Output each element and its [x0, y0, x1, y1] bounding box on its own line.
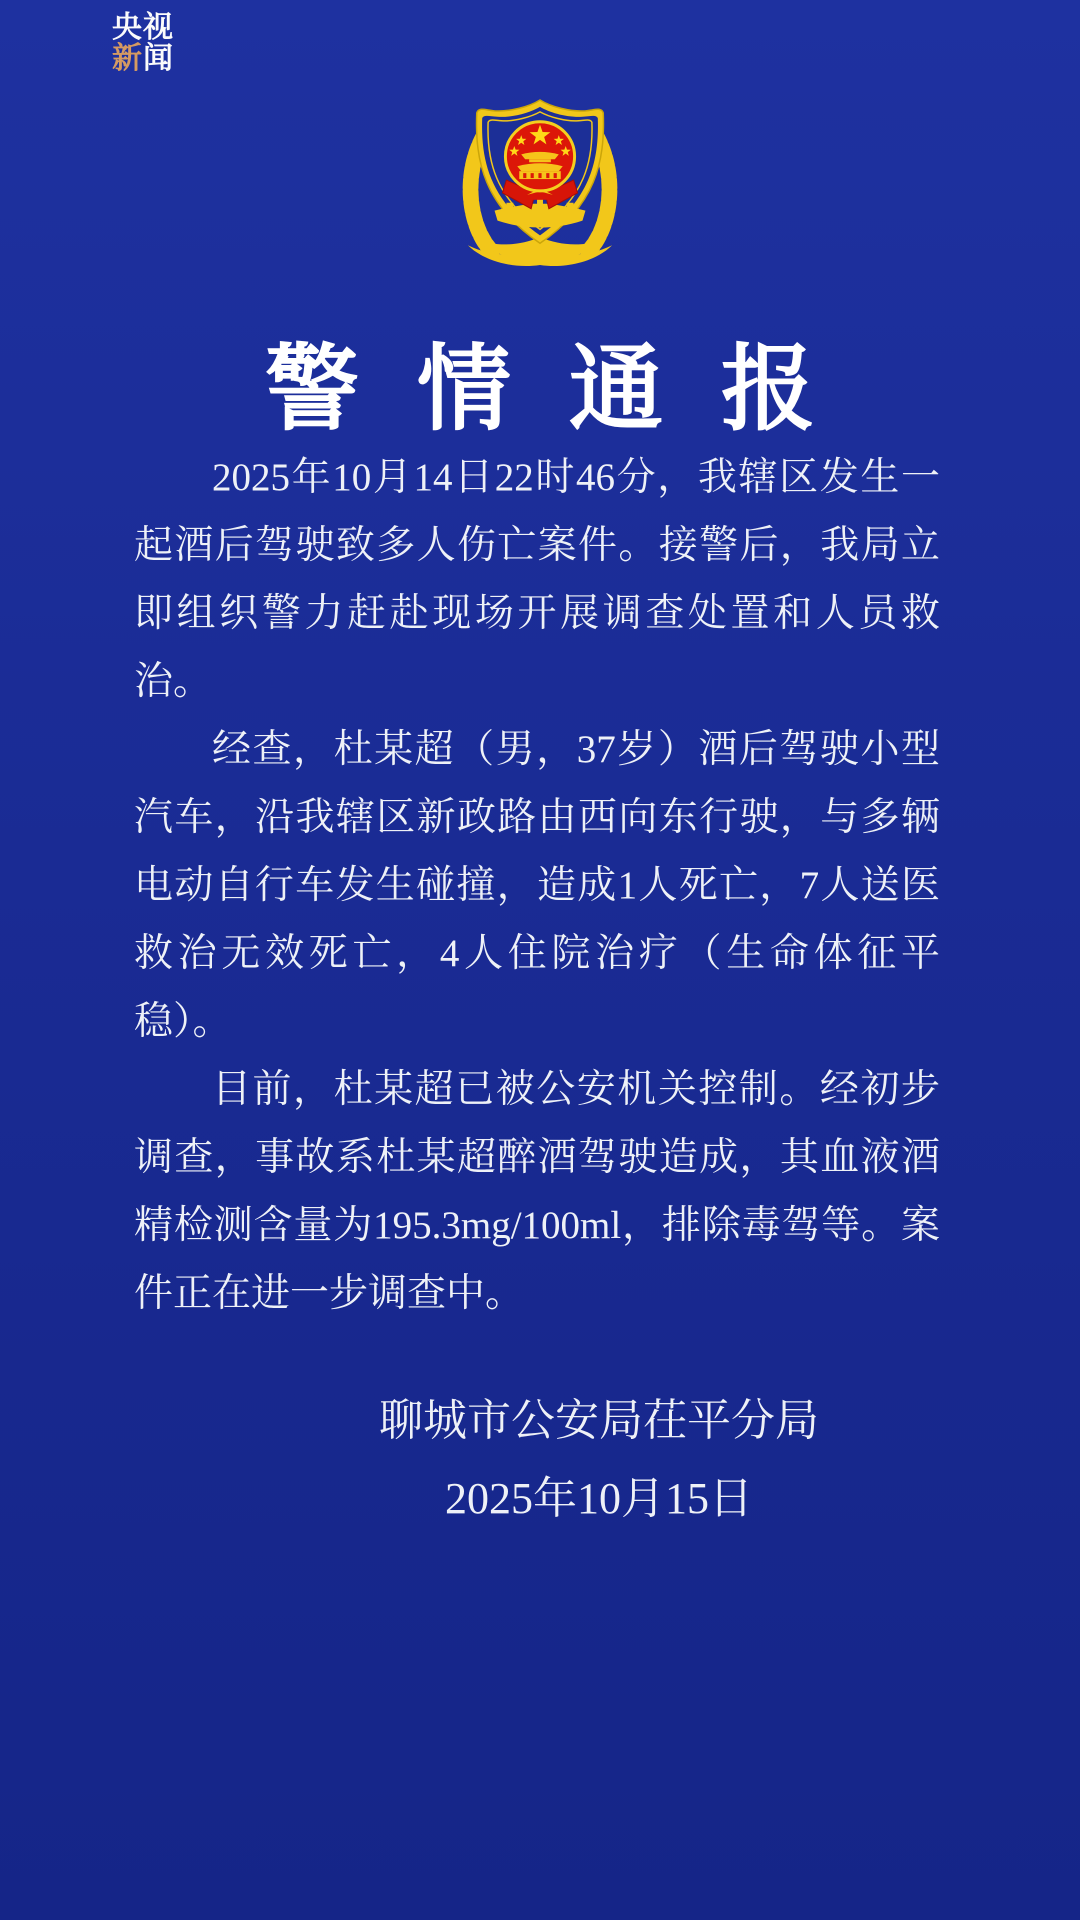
logo-line-2	[112, 43, 174, 74]
paragraph-1: 2025年10月14日22时46分，我辖区发生一起酒后驾驶致多人伤亡案件。接警后，我局立即组织警力赶赴现场开展调查处置和人员救治。	[134, 456, 940, 703]
logo-char: 闻	[143, 42, 174, 75]
logo-accent-char: 新	[112, 42, 143, 75]
signature-block	[0, 1382, 1080, 1538]
logo-line-1: 央视	[112, 11, 174, 44]
cctv-news-logo	[112, 12, 174, 74]
agency-signature: 聊城市公安局茌平分局	[379, 1396, 819, 1445]
great-wall-band	[495, 199, 586, 228]
paragraph-2: 经查，杜某超（男，37岁）酒后驾驶小型汽车，沿我辖区新政路由西向东行驶，与多辆电动自行车发生碰撞，造成1人死亡，7人送医救治无效死亡，4人住院治疗（生命体征平稳）。	[134, 728, 940, 1043]
notice-date: 2025年10月15日	[445, 1474, 753, 1523]
paragraph-3: 目前，杜某超已被公安机关控制。经初步调查，事故系杜某超醉酒驾驶造成，其血液酒精检测含量为195.3mg/100ml，排除毒驾等。案件正在进一步调查中。	[134, 1068, 940, 1315]
notice-title: 警情通报	[264, 338, 873, 442]
national-emblem-disc	[505, 122, 574, 191]
police-badge-icon	[456, 94, 624, 274]
notice-body	[134, 444, 940, 1328]
